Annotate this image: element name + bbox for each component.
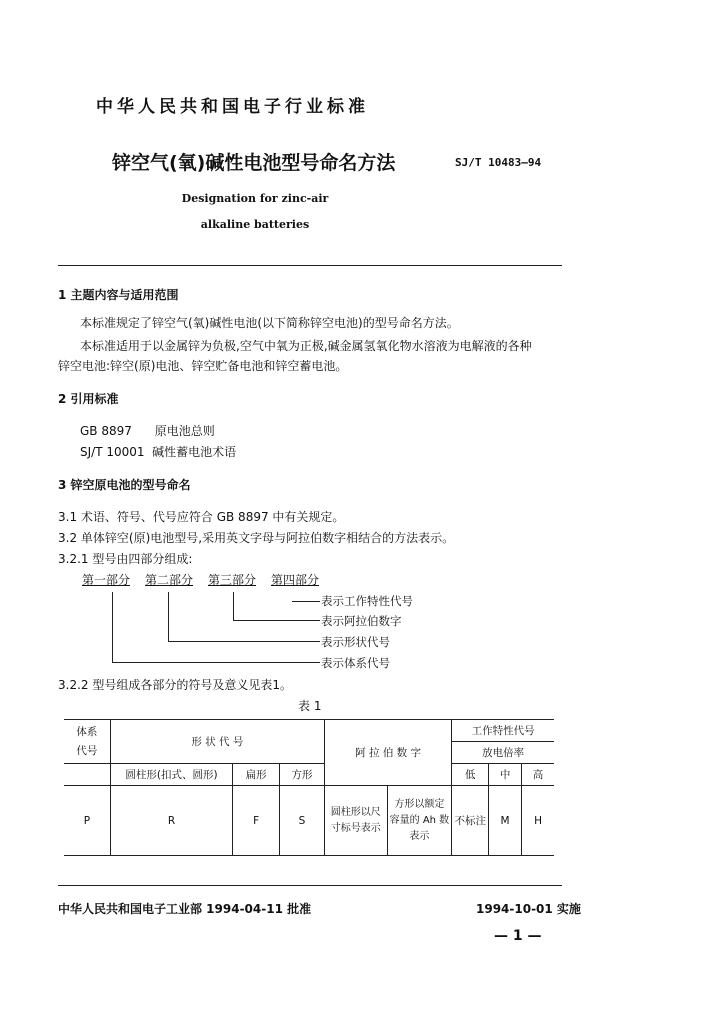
- part-1-label: 第一部分: [82, 573, 131, 587]
- connector-part2-horizontal: [168, 641, 320, 642]
- header-shape-code: 形 状 代 号: [110, 720, 324, 764]
- effective-date: 1994-10-01 实施: [476, 902, 581, 916]
- part-3-label: 第三部分: [208, 573, 257, 587]
- cell-shape-f: F: [233, 786, 280, 856]
- designation-table: [64, 719, 554, 856]
- connector-part3-vertical: [233, 592, 234, 621]
- section-2-heading: 2 引用标准: [58, 392, 119, 406]
- header-square: 方形: [280, 764, 325, 786]
- section-1-para-2b: 锌空电池:锌空(原)电池、锌空贮备电池和锌空蓄电池。: [58, 359, 348, 373]
- reference-sjt10001: SJ/T 10001 碱性蓄电池术语: [80, 445, 237, 459]
- connector-part3-horizontal: [233, 620, 320, 621]
- cell-low-none: 不标注: [452, 786, 489, 856]
- part-4-label: 第四部分: [271, 573, 320, 587]
- header-low: 低: [452, 764, 489, 786]
- standard-number: SJ/T 10483—94: [455, 156, 542, 169]
- english-title-line1: Designation for zinc-air: [181, 192, 329, 205]
- cell-cylindrical-description: 圆柱形以尺寸标号表示: [324, 786, 387, 856]
- header-divider: [58, 265, 562, 266]
- clause-3-2: 3.2 单体锌空(原)电池型号,采用英文字母与阿拉伯数字相结合的方法表示。: [58, 531, 455, 545]
- page-number: — 1 —: [494, 928, 542, 944]
- header-flat: 扁形: [233, 764, 280, 786]
- section-1-heading: 1 主题内容与适用范围: [58, 288, 179, 302]
- header-arabic-number: 阿 拉 伯 数 字: [324, 720, 451, 786]
- section-1-para-1: 本标准规定了锌空气(氧)碱性电池(以下简称锌空电池)的型号命名方法。: [80, 316, 459, 330]
- connector-part2-vertical: [168, 592, 169, 642]
- standard-title: 锌空气(氧)碱性电池型号命名方法: [112, 152, 396, 174]
- table-caption: 表 1: [298, 699, 322, 713]
- cell-mid-m: M: [489, 786, 522, 856]
- approval-line: 中华人民共和国电子工业部 1994-04-11 批准: [58, 902, 312, 916]
- part-2-meaning: 表示形状代号: [321, 635, 390, 649]
- cell-shape-r: R: [110, 786, 232, 856]
- part-3-meaning: 表示阿拉伯数字: [321, 614, 402, 628]
- reference-gb8897: GB 8897 原电池总则: [80, 424, 215, 438]
- issuing-body-header: 中华人民共和国电子行业标准: [96, 97, 369, 117]
- clause-3-1: 3.1 术语、符号、代号应符合 GB 8897 中有关规定。: [58, 510, 345, 524]
- header-system-code: 体系 代号: [64, 720, 110, 764]
- connector-part1-vertical: [112, 592, 113, 663]
- clause-3-2-1: 3.2.1 型号由四部分组成:: [58, 552, 193, 566]
- part-2-label: 第二部分: [145, 573, 194, 587]
- clause-3-2-2: 3.2.2 型号组成各部分的符号及意义见表1。: [58, 678, 292, 692]
- connector-part1-horizontal: [112, 662, 320, 663]
- header-cylindrical: 圆柱形(扣式、圆形): [110, 764, 232, 786]
- header-system-blank: [64, 764, 110, 786]
- connector-part4-horizontal: [292, 601, 320, 602]
- cell-square-description: 方形以额定容量的 Ah 数表示: [387, 786, 452, 856]
- footer-divider: [58, 885, 562, 886]
- cell-shape-s: S: [280, 786, 325, 856]
- english-title-line2: alkaline batteries: [200, 218, 310, 231]
- section-3-heading: 3 锌空原电池的型号命名: [58, 478, 191, 492]
- header-mid: 中: [489, 764, 522, 786]
- cell-system-p: P: [64, 786, 110, 856]
- part-1-meaning: 表示体系代号: [321, 656, 390, 670]
- header-work-characteristic: 工作特性代号: [452, 720, 554, 742]
- header-high: 高: [522, 764, 554, 786]
- part-4-meaning: 表示工作特性代号: [321, 594, 413, 608]
- section-1-para-2a: 本标准适用于以金属锌为负极,空气中氧为正极,碱金属氢氧化物水溶液为电解液的各种: [80, 339, 532, 353]
- cell-high-h: H: [522, 786, 554, 856]
- header-discharge-rate: 放电倍率: [452, 742, 554, 764]
